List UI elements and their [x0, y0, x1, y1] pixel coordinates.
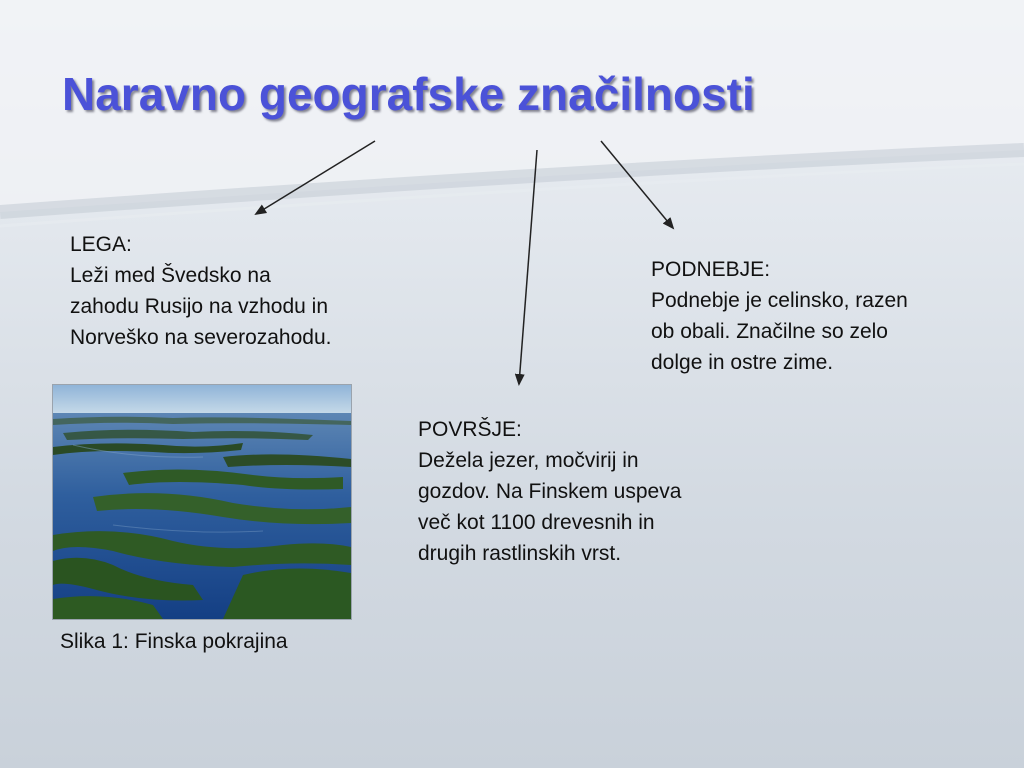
podnebje-line: ob obali. Značilne so zelo: [651, 320, 888, 343]
podnebje-heading: PODNEBJE:: [651, 258, 771, 281]
podnebje-line: dolge in ostre zime.: [651, 351, 834, 374]
slide-title: Naravno geografske značilnosti: [62, 68, 755, 120]
lega-heading: LEGA:: [70, 233, 132, 256]
povrsje-heading: POVRŠJE:: [418, 418, 522, 441]
lega-line: Leži med Švedsko na: [70, 264, 271, 287]
arrow-to-povrsje: [519, 150, 537, 384]
lega-line: Norveško na severozahodu.: [70, 326, 332, 349]
povrsje-text-block: [418, 414, 681, 569]
lega-line: zahodu Rusijo na vzhodu in: [70, 295, 329, 318]
povrsje-line: drugih rastlinskih vrst.: [418, 542, 622, 565]
podnebje-line: Podnebje je celinsko, razen: [651, 289, 908, 312]
povrsje-line: več kot 1100 drevesnih in: [418, 511, 655, 534]
arrow-to-lega: [256, 141, 375, 214]
povrsje-line: Dežela jezer, močvirij in: [418, 449, 639, 472]
podnebje-text-block: [651, 254, 908, 378]
arrow-to-podnebje: [601, 141, 673, 228]
lega-text-block: [70, 229, 332, 353]
povrsje-line: gozdov. Na Finskem uspeva: [418, 480, 682, 503]
photo-caption: Slika 1: Finska pokrajina: [60, 630, 288, 653]
finland-landscape-photo: [52, 384, 352, 620]
